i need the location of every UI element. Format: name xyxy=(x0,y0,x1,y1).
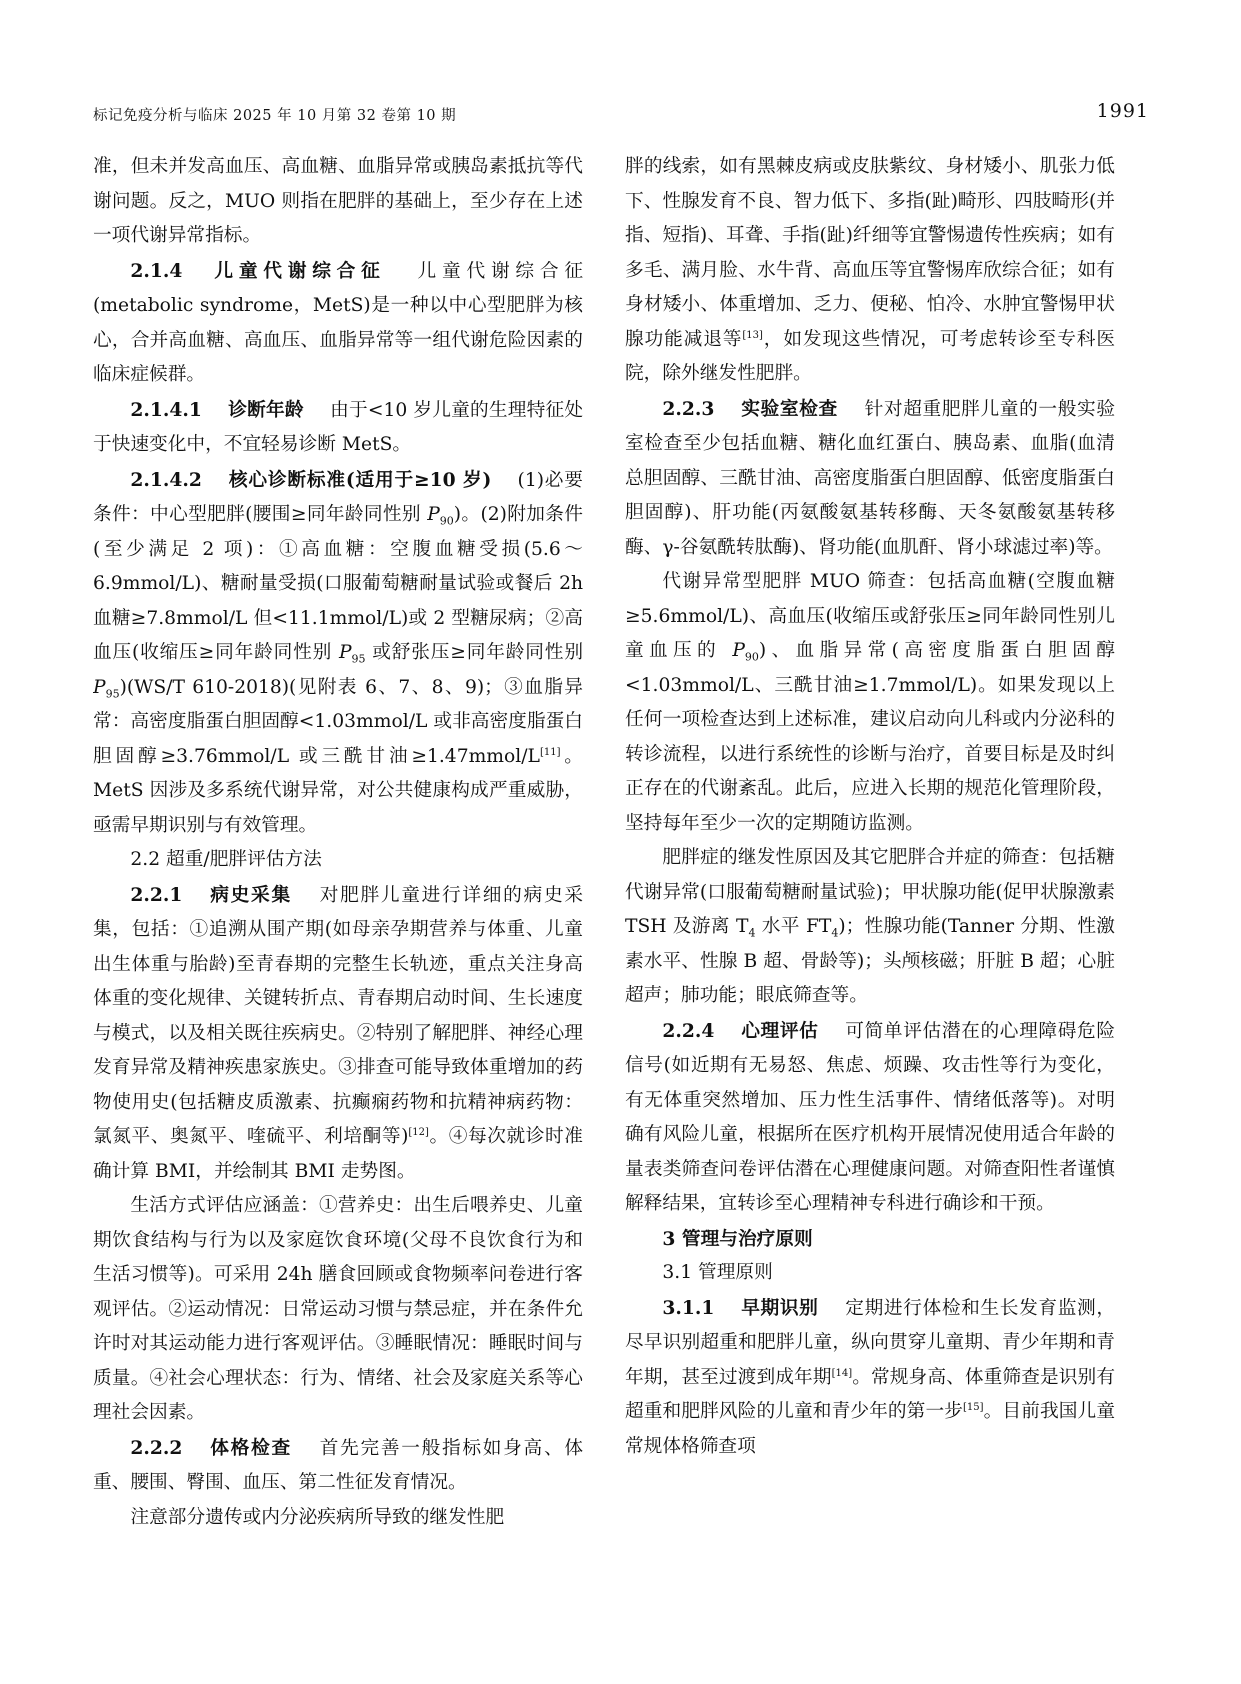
section-2-2-1 xyxy=(93,878,583,1190)
percentile-subscript: 95 xyxy=(105,687,120,701)
section-number: 2.1.4 xyxy=(130,259,183,282)
section-heading-3: 3 管理与治疗原则 xyxy=(662,1227,813,1250)
text-run: 水平 FT xyxy=(755,916,832,937)
citation-ref[interactable]: [13] xyxy=(742,329,763,341)
percentile-symbol: P xyxy=(93,676,106,698)
text-run: 或舒张压≥同年龄同性别 xyxy=(365,642,583,663)
section-title: 早期识别 xyxy=(740,1296,819,1319)
section-3-1-1 xyxy=(625,1291,1115,1465)
section-text: 由于<10 岁儿童的生理特征处于快速变化中，不宜轻易诊断 MetS。 xyxy=(93,399,583,455)
running-header xyxy=(93,100,1149,132)
section-number: 2.2.1 xyxy=(130,883,183,906)
section-2-1-4-2 xyxy=(93,463,583,844)
section-heading-3-1: 3.1 管理原则 xyxy=(662,1262,773,1283)
section-number: 2.2.4 xyxy=(662,1019,715,1042)
text-run: (1)必要条件：中心型肥胖(腰围≥同年龄同性别 xyxy=(93,469,583,525)
citation-ref[interactable]: [11] xyxy=(539,746,561,758)
section-heading-2-2: 2.2 超重/肥胖评估方法 xyxy=(130,849,322,870)
section-2-1-4 xyxy=(93,254,583,393)
section-text: 针对超重肥胖儿童的一般实验室检查至少包括血糖、糖化血红蛋白、胰岛素、血脂(血清总胆固醇、三酰甘油、高密度脂蛋白胆固醇、低密度脂蛋白胆固醇)、肝功能(丙氨酸氨基转移酶、天冬氨酸氨基转移酶、γ-谷氨酰转肽酶)、肾功能(血肌酐、肾小球滤过率)等。 xyxy=(625,398,1115,558)
section-2-2-2 xyxy=(93,1431,583,1501)
percentile-symbol: P xyxy=(732,640,745,661)
subscript: 4 xyxy=(831,926,839,940)
paragraph: 生活方式评估应涵盖：①营养史：出生后喂养史、儿童期饮食结构与行为以及家庭饮食环境(父母不良饮食行为和生活习惯等)。可采用 24h 膳食回顾或食物频率问卷进行客观评估。②运动情况：日常运动习惯与禁忌症，并在条件允许时对其运动能力进行客观评估。③睡眠情况：睡眠时间与质量。④社会心理状态：行为、情绪、社会及家庭关系等心理社会因素。 xyxy=(93,1195,583,1423)
section-text: 首先完善一般指标如身高、体重、腰围、臀围、血压、第二性征发育情况。 xyxy=(93,1437,583,1493)
text-run: 。MetS 因涉及多系统代谢异常，对公共健康构成严重威胁，亟需早期识别与有效管理。 xyxy=(93,745,583,836)
text-run: 肥胖症的继发性原因及其它肥胖合并症的筛查：包括糖代谢异常(口服葡萄糖耐量试验)；甲状腺功能(促甲状腺激素 TSH 及游离 T xyxy=(625,847,1115,937)
text-run: 胖的线索，如有黑棘皮病或皮肤紫纹、身材矮小、肌张力低下、性腺发育不良、智力低下、多指(趾)畸形、四肢畸形(并指、短指)、耳聋、手指(趾)纤细等宜警惕遗传性疾病；如有多毛、满月脸、水牛背、高血压等宜警惕库欣综合征；如有身材矮小、体重增加、乏力、便秘、怕冷、水肿宜警惕甲状腺功能减退等 xyxy=(625,156,1115,350)
percentile-subscript: 95 xyxy=(351,652,366,666)
section-title: 核心诊断标准(适用于≥10 岁) xyxy=(228,468,492,491)
text-run: )(WS/T 610-2018)(见附表 6、7、8、9)；③血脂异常：高密度脂蛋白胆固醇<1.03mmol/L 或非高密度脂蛋白胆固醇≥3.76mmol/L 或三酰甘油≥1.47mmol/L xyxy=(93,676,583,767)
text-run: ，如发现这些情况，可考虑转诊至专科医院，除外继发性肥胖。 xyxy=(625,328,1115,384)
left-column xyxy=(93,150,583,1650)
citation-ref[interactable]: [12] xyxy=(408,1126,429,1138)
section-title: 病史采集 xyxy=(208,883,292,906)
paragraph xyxy=(625,565,1115,841)
citation-ref[interactable]: [14] xyxy=(831,1367,853,1379)
text-run: 对肥胖儿童进行详细的病史采集，包括：①追溯从围产期(如母亲孕期营养与体重、儿童出生体重与胎龄)至青春期的完整生长轨迹，重点关注身高体重的变化规律、关键转折点、青春期启动时间、生长速度与模式，以及相关既往疾病史。②特别了解肥胖、神经心理发育异常及精神疾患家族史。③排查可能导致体重增加的药物使用史(包括糖皮质激素、抗癫痫药物和抗精神病药物：氯氮平、奥氮平、喹硫平、利培酮等) xyxy=(93,884,583,1147)
section-number: 3.1.1 xyxy=(662,1296,715,1319)
section-number: 2.1.4.1 xyxy=(130,398,202,421)
section-2-2-3 xyxy=(625,392,1115,566)
text-run: 。目前我国儿童常规体格筛查项 xyxy=(625,1401,1115,1457)
paragraph xyxy=(625,841,1115,1014)
text-run: 。④每次就诊时准确计算 BMI，并绘制其 BMI 走势图。 xyxy=(93,1126,583,1182)
section-title: 诊断年龄 xyxy=(228,398,304,421)
text-run: 定期进行体检和生长发育监测，尽早识别超重和肥胖儿童，纵向贯穿儿童期、青少年期和青年期，甚至过渡到成年期 xyxy=(625,1297,1115,1388)
paragraph: 准，但未并发高血压、高血糖、血脂异常或胰岛素抵抗等代谢问题。反之，MUO 则指在肥胖的基础上，至少存在上述一项代谢异常指标。 xyxy=(93,156,583,246)
section-title: 儿童代谢综合征 xyxy=(208,259,386,282)
right-column xyxy=(625,150,1115,1650)
text-run: )、血脂异常(高密度脂蛋白胆固醇<1.03mmol/L、三酰甘油≥1.7mmol/L)。如果发现以上任何一项检查达到上述标准，建议启动向儿科或内分泌科的转诊流程，以进行系统性的诊断与治疗，首要目标是及时纠正存在的代谢紊乱。此后，应进入长期的规范化管理阶段，坚持每年至少一次的定期随访监测。 xyxy=(625,640,1115,834)
text-run: 。常规身高、体重筛查是识别有超重和肥胖风险的儿童和青少年的第一步 xyxy=(625,1366,1115,1422)
section-2-2-4 xyxy=(625,1014,1115,1222)
journal-title: 标记免疫分析与临床 2025 年 10 月第 32 卷第 10 期 xyxy=(93,108,457,124)
paragraph xyxy=(625,150,1115,392)
text-run: )；性腺功能(Tanner 分期、性激素水平、性腺 B 超、骨龄等)；头颅核磁；肝脏 B 超；心脏超声；肺功能；眼底筛查等。 xyxy=(625,916,1115,1006)
text-run: 代谢异常型肥胖 MUO 筛查：包括高血糖(空腹血糖≥5.6mmol/L)、高血压(收缩压或舒张压≥同年龄同性别儿童血压的 xyxy=(625,571,1115,661)
page-number: 1991 xyxy=(1096,100,1149,122)
percentile-subscript: 90 xyxy=(744,650,759,664)
section-number: 2.2.2 xyxy=(130,1436,183,1459)
section-title: 实验室检查 xyxy=(740,397,838,420)
percentile-subscript: 90 xyxy=(439,514,454,528)
section-text: 可简单评估潜在的心理障碍危险信号(如近期有无易怒、焦虑、烦躁、攻击性等行为变化，有无体重突然增加、压力性生活事件、情绪低落等)。对明确有风险儿童，根据所在医疗机构开展情况使用适合年龄的量表类筛查问卷评估潜在心理健康问题。对筛查阳性者谨慎解释结果，宜转诊至心理精神专科进行确诊和干预。 xyxy=(625,1020,1115,1214)
section-text: 儿童代谢综合征(metabolic syndrome，MetS)是一种以中心型肥胖为核心，合并高血糖、高血压、血脂异常等一组代谢危险因素的临床症候群。 xyxy=(93,260,583,385)
paragraph: 注意部分遗传或内分泌疾病所导致的继发性肥 xyxy=(130,1506,505,1528)
subscript: 4 xyxy=(748,926,756,940)
citation-ref[interactable]: [15] xyxy=(963,1401,984,1413)
percentile-symbol: P xyxy=(427,504,440,525)
section-2-1-4-1 xyxy=(93,393,583,463)
section-number: 2.2.3 xyxy=(662,397,715,420)
section-number: 2.1.4.2 xyxy=(130,468,202,491)
text-run: )。(2)附加条件(至少满足 2 项)：①高血糖：空腹血糖受损(5.6～6.9mmol/L)、糖耐量受损(口服葡萄糖耐量试验或餐后 2h 血糖≥7.8mmol/L 但<11.1mmol/L)或 2 型糖尿病；②高血压(收缩压≥同年龄同性别 xyxy=(93,504,583,663)
section-title: 心理评估 xyxy=(740,1019,819,1042)
percentile-symbol: P xyxy=(338,642,352,663)
section-title: 体格检查 xyxy=(208,1436,292,1459)
